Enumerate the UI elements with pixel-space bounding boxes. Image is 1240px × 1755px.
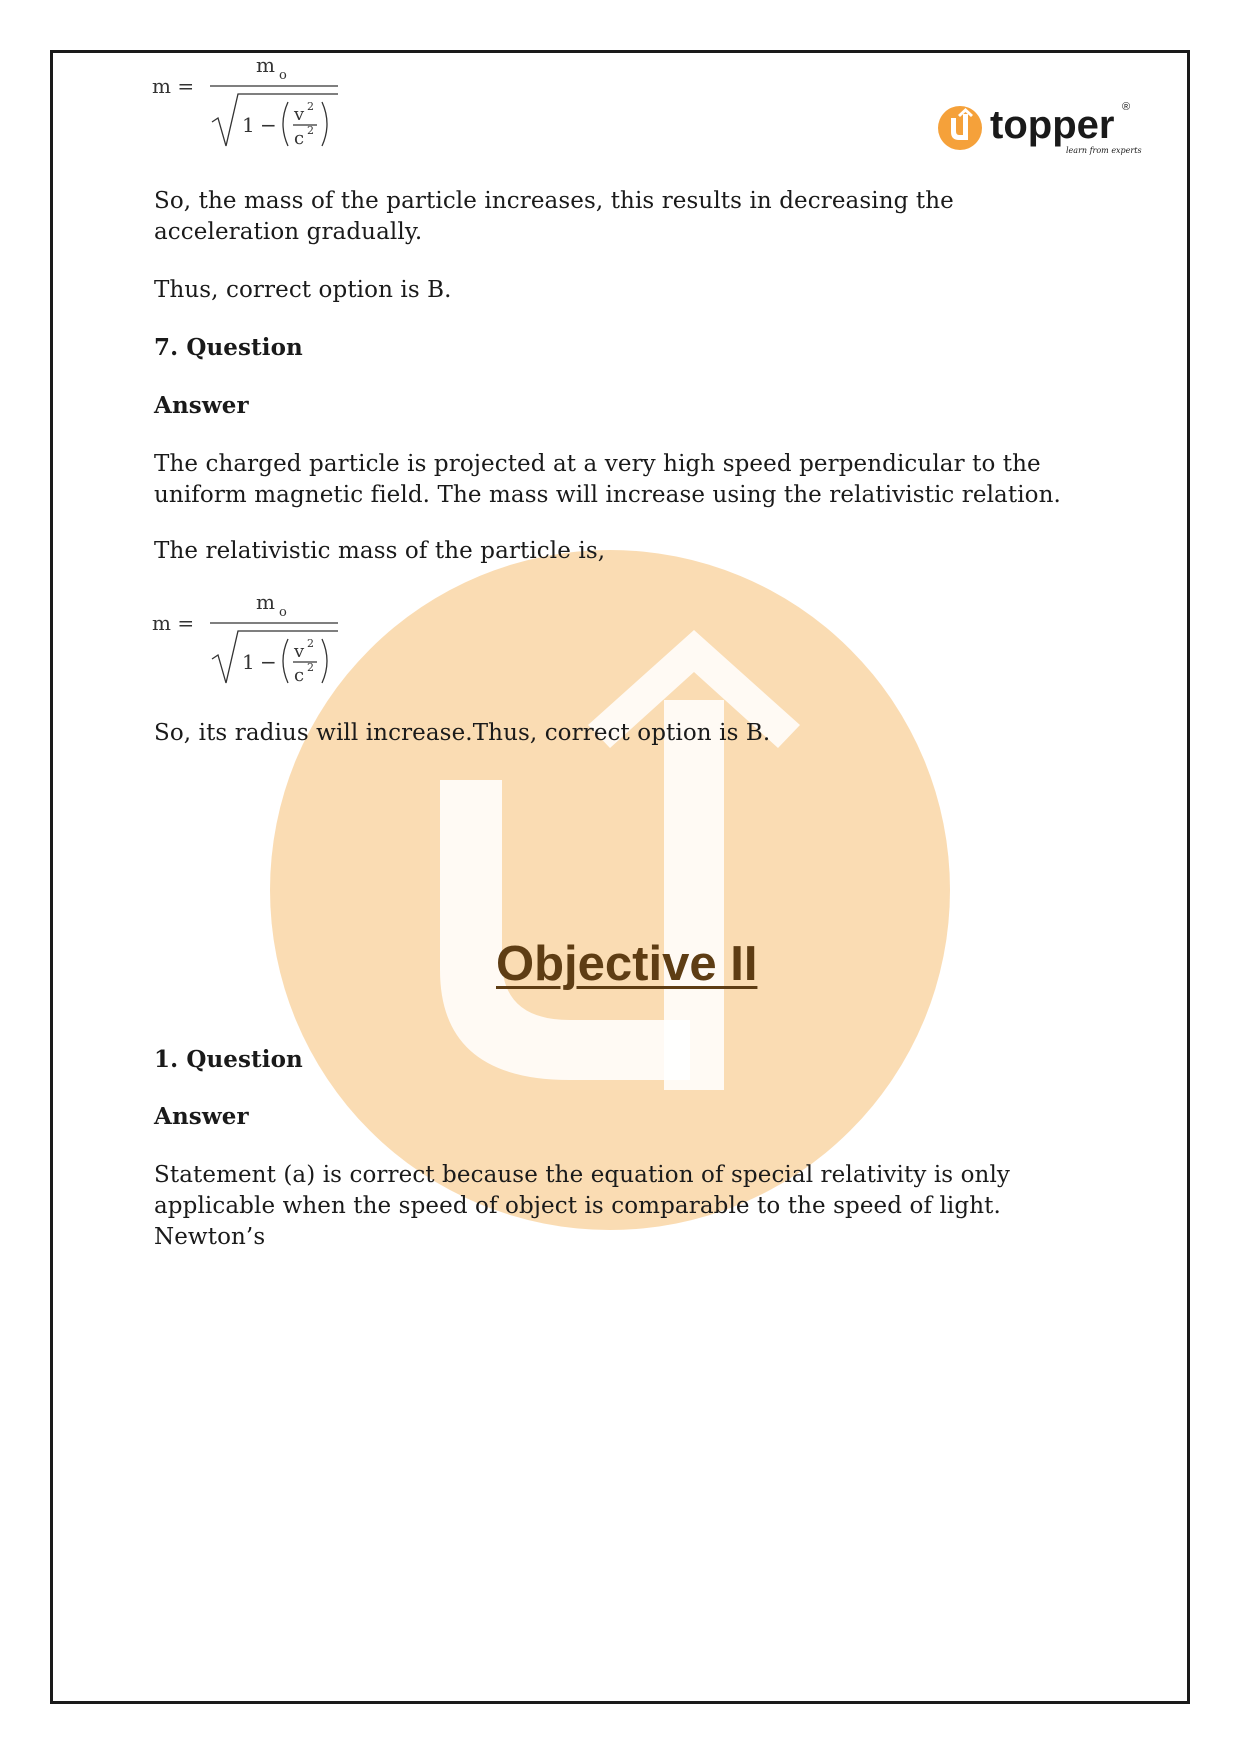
answer-heading: Answer — [154, 392, 249, 419]
answer-heading: Answer — [154, 1103, 249, 1130]
svg-text:2: 2 — [307, 637, 314, 650]
svg-text:−: − — [260, 113, 277, 137]
svg-text:m =: m = — [152, 74, 195, 98]
paragraph: So, the mass of the particle increases, this results in decreasing the acceleration gradually. — [154, 188, 954, 245]
svg-text:m: m — [256, 590, 275, 614]
svg-text:2: 2 — [307, 124, 314, 137]
svg-text:2: 2 — [307, 661, 314, 674]
svg-text:v: v — [294, 104, 305, 125]
question-heading: 1. Question — [154, 1046, 303, 1073]
section-title: Objective II — [496, 937, 758, 991]
registered-mark: ® — [1122, 101, 1131, 113]
brand-name: topper — [990, 103, 1115, 147]
topper-logo — [938, 100, 1142, 162]
relativistic-mass-equation — [152, 585, 352, 685]
topper-logo-icon — [938, 106, 982, 150]
question-heading: 7. Question — [154, 334, 303, 361]
relativistic-mass-equation — [152, 48, 352, 148]
svg-text:2: 2 — [307, 100, 314, 113]
paragraph: So, its radius will increase.Thus, correct option is B. — [154, 720, 771, 746]
svg-text:1: 1 — [242, 113, 255, 137]
svg-text:1: 1 — [242, 650, 255, 674]
svg-text:m =: m = — [152, 611, 195, 635]
svg-text:−: − — [260, 650, 277, 674]
brand-tagline: learn from experts — [1066, 146, 1142, 155]
paragraph: The charged particle is projected at a very high speed perpendicular to the uniform magnetic field. The mass will increase using the relativistic relation. — [154, 451, 1061, 508]
paragraph: The relativistic mass of the particle is, — [154, 538, 606, 564]
paragraph: Thus, correct option is B. — [154, 277, 452, 303]
paragraph: Statement (a) is correct because the equation of special relativity is only applicable when the speed of object is comparable to the speed of light. Newton’s — [154, 1162, 1011, 1250]
svg-text:o: o — [279, 68, 287, 83]
svg-text:c: c — [294, 665, 305, 686]
svg-text:m: m — [256, 53, 275, 77]
svg-text:v: v — [294, 641, 305, 662]
svg-text:o: o — [279, 605, 287, 620]
svg-text:c: c — [294, 128, 305, 149]
